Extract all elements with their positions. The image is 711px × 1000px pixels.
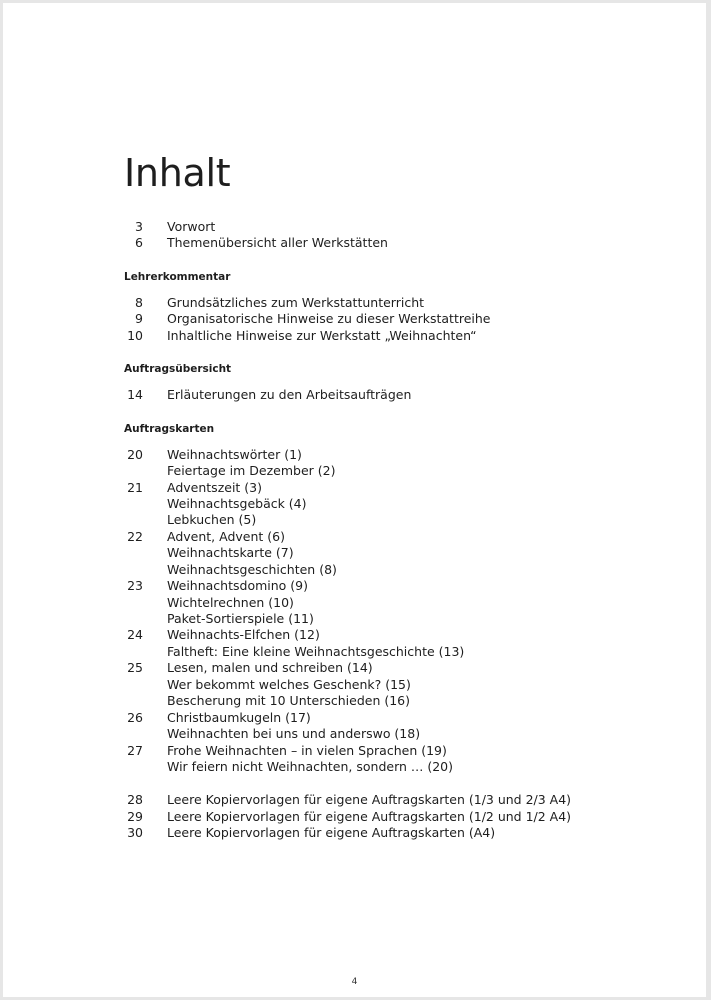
toc-page-number: 28 [127,792,143,808]
toc-entry [3,792,706,808]
toc-entry-title: Leere Kopiervorlagen für eigene Auftragskarten (1/2 und 1/2 A4) [167,808,572,824]
toc-entry [3,328,706,344]
toc-entry [3,219,706,235]
toc-entry-title: Paket-Sortierspiele (11) [167,611,314,626]
toc-entry-title: Weihnachten bei uns und anderswo (18) [167,726,421,742]
toc-entry-title: Christbaumkugeln (17) [167,709,311,725]
toc-entry [3,387,706,403]
toc-group-auftragskarten [3,447,706,776]
toc-entry [3,693,706,709]
toc-entry-title: Lebkuchen (5) [167,512,257,528]
table-of-contents [3,219,706,842]
toc-entry [3,710,706,726]
toc-entry [3,463,706,479]
toc-page-number: 30 [127,825,143,841]
toc-group-intro [3,219,706,252]
toc-entry-title: Frohe Weihnachten – in vielen Sprachen (19) [167,742,447,758]
toc-entry [3,529,706,545]
toc-page-number: 14 [127,387,143,403]
toc-page-number: 26 [127,709,143,725]
toc-page-number: 21 [127,479,143,495]
toc-entry [3,595,706,611]
toc-entry [3,660,706,676]
toc-page-number: 10 [127,327,143,343]
toc-entry-title: Weihnachtsdomino (9) [167,578,308,594]
toc-entry-title: Erläuterungen zu den Arbeitsaufträgen [167,387,412,403]
toc-entry [3,496,706,512]
toc-entry-title: Weihnachtskarte (7) [167,545,294,561]
toc-page-number: 27 [127,742,143,758]
toc-entry [3,295,706,311]
toc-page-number: 24 [127,627,143,643]
toc-entry-title: Leere Kopiervorlagen für eigene Auftragskarten (A4) [167,825,496,841]
section-heading-auftragsuebersicht: Auftragsübersicht [124,363,232,376]
toc-group-auftragsuebersicht [3,387,706,403]
toc-entry [3,677,706,693]
toc-entry [3,825,706,841]
page-number: 4 [351,977,358,987]
toc-entry [3,562,706,578]
toc-page-number: 25 [127,660,143,676]
toc-entry-title: Wir feiern nicht Weihnachten, sondern … (20) [167,758,454,774]
toc-entry-title: Wichtelrechnen (10) [167,594,294,610]
toc-entry [3,447,706,463]
toc-entry-title: Themenübersicht aller Werkstätten [167,235,388,251]
section-heading-auftragskarten: Auftragskarten [124,422,215,435]
toc-entry [3,578,706,594]
toc-page-number: 29 [127,808,143,824]
toc-entry-title: Feiertage im Dezember (2) [167,463,336,479]
toc-entry [3,809,706,825]
document-page [3,3,706,997]
toc-entry-title: Weihnachtsgebäck (4) [167,495,307,511]
toc-page-number: 8 [135,294,143,310]
toc-page-number: 22 [127,528,143,544]
toc-page-number: 3 [135,219,143,234]
section-heading-lehrerkommentar: Lehrerkommentar [124,270,231,283]
toc-entry [3,480,706,496]
toc-entry-title: Weihnachts-Elfchen (12) [167,627,320,643]
toc-entry [3,726,706,742]
toc-page-number: 23 [127,578,143,594]
toc-entry [3,235,706,251]
toc-page-number: 6 [135,235,143,251]
toc-entry-title: Advent, Advent (6) [167,528,285,544]
toc-entry [3,512,706,528]
toc-page-number: 9 [135,311,143,327]
toc-entry [3,743,706,759]
toc-entry [3,311,706,327]
toc-entry-title: Bescherung mit 10 Unterschieden (16) [167,693,411,709]
toc-group-lehrerkommentar [3,295,706,344]
toc-entry-title: Leere Kopiervorlagen für eigene Auftragskarten (1/3 und 2/3 A4) [167,792,572,808]
toc-entry-title: Faltheft: Eine kleine Weihnachtsgeschichte (13) [167,643,465,659]
toc-entry-title: Lesen, malen und schreiben (14) [167,660,373,676]
toc-group-kopiervorlagen [3,792,706,841]
toc-page-number: 20 [127,446,143,462]
toc-entry [3,611,706,627]
toc-entry [3,627,706,643]
toc-entry-title: Organisatorische Hinweise zu dieser Werkstattreihe [167,311,491,327]
toc-entry-title: Inhaltliche Hinweise zur Werkstatt „Weihnachten“ [167,327,477,343]
toc-entry-title: Grundsätzliches zum Werkstattunterricht [167,294,425,310]
toc-entry [3,545,706,561]
toc-entry-title: Vorwort [167,219,216,234]
page-title: Inhalt [124,151,231,195]
toc-entry [3,644,706,660]
toc-entry-title: Weihnachtswörter (1) [167,446,302,462]
toc-entry-title: Adventszeit (3) [167,479,262,495]
toc-entry-title: Weihnachtsgeschichten (8) [167,561,337,577]
toc-entry-title: Wer bekommt welches Geschenk? (15) [167,676,411,692]
toc-entry [3,759,706,775]
